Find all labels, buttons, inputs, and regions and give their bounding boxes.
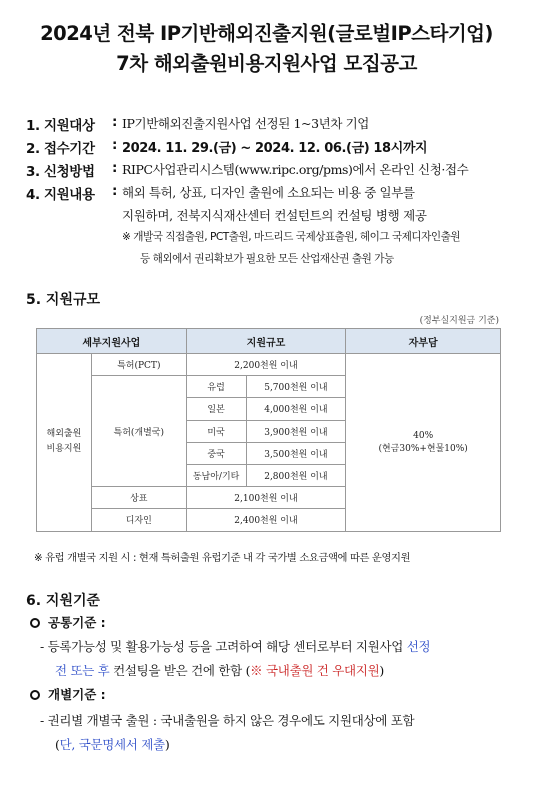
country-cell: 유럽 xyxy=(186,376,246,398)
national-label: 특허(개별국) xyxy=(91,376,186,487)
self-pay-detail: (현금30%+현물10%) xyxy=(378,443,468,454)
common-criteria-line-2: 전 또는 후 컨설팅을 받은 건에 한함 (※ 국내출원 건 우대지원) xyxy=(55,663,384,678)
design-amount: 2,400천원 이내 xyxy=(186,509,346,531)
circle-bullet-icon xyxy=(30,618,40,628)
item-content-note-1: ※ 개발국 직접출원, PCT출원, 마드리드 국제상표출원, 헤이그 국제디자인출원 xyxy=(122,231,461,243)
header-self-pay: 자부담 xyxy=(346,329,501,354)
item-value: 2024. 11. 29.(금) ~ 2024. 12. 06.(금) 18시까지 xyxy=(122,141,428,156)
item-value: IP기반해외진출지원사업 선정된 1~3년차 기업 xyxy=(122,116,369,131)
country-cell: 미국 xyxy=(186,420,246,442)
amount-cell: 2,800천원 이내 xyxy=(246,464,346,486)
item-period: 2. 접수기간 : 2024. 11. 29.(금) ~ 2024. 12. 06.(금) 18시까지 xyxy=(26,137,428,157)
item-label: 1. 지원대상 xyxy=(26,118,95,134)
country-cell: 중국 xyxy=(186,442,246,464)
header-program: 세부지원사업 xyxy=(37,329,187,354)
header-scale: 지원규모 xyxy=(186,329,346,354)
trademark-label: 상표 xyxy=(91,487,186,509)
title-line-2: 7차 해외출원비용지원사업 모집공고 xyxy=(116,52,417,75)
item-label: 2. 접수기간 xyxy=(26,141,95,157)
item-label: 4. 지원내용 xyxy=(26,187,95,203)
design-label: 디자인 xyxy=(91,509,186,531)
item-value: 해외 특허, 상표, 디자인 출원에 소요되는 비용 중 일부를 xyxy=(122,185,415,200)
common-criteria-heading: 공통기준 : xyxy=(30,613,106,631)
support-scale-table xyxy=(36,328,501,532)
amount-cell: 5,700천원 이내 xyxy=(246,376,346,398)
amount-cell: 4,000천원 이내 xyxy=(246,398,346,420)
section-5-heading: 5. 지원규모 xyxy=(26,292,101,308)
unit-label: (정부실지원금 기준) xyxy=(419,316,499,326)
item-value: RIPC사업관리시스템(www.ripc.org/pms)에서 온라인 신청·접수 xyxy=(122,162,469,177)
country-cell: 일본 xyxy=(186,398,246,420)
item-target: 1. 지원대상 : IP기반해외진출지원사업 선정된 1~3년차 기업 xyxy=(26,114,369,134)
self-pay-cell xyxy=(346,354,501,532)
table-note: ※ 유럽 개별국 지원 시 : 현재 특허출원 유럽기준 내 각 국가별 소요금액에 따른 운영지원 xyxy=(34,552,411,564)
title-line-1: 2024년 전북 IP기반해외진출지원(글로벌IP스타기업) xyxy=(40,22,493,45)
item-method: 3. 신청방법 : RIPC사업관리시스템(www.ripc.org/pms)에서 온라인 신청·접수 xyxy=(26,160,469,180)
section-6-heading: 6. 지원기준 xyxy=(26,593,101,609)
country-cell: 동남아/기타 xyxy=(186,464,246,486)
pct-amount: 2,200천원 이내 xyxy=(186,354,346,376)
individual-criteria-line-1: - 권리별 개별국 출원 : 국내출원을 하지 않은 경우에도 지원대상에 포함 xyxy=(40,713,415,728)
common-criteria-line-1: - 등록가능성 및 활용가능성 등을 고려하여 해당 센터로부터 지원사업 선정 xyxy=(40,639,431,654)
amount-cell: 3,900천원 이내 xyxy=(246,420,346,442)
amount-cell: 3,500천원 이내 xyxy=(246,442,346,464)
self-pay-rate: 40% xyxy=(413,430,434,441)
individual-criteria-heading: 개별기준 : xyxy=(30,685,106,703)
item-content: 4. 지원내용 : 해외 특허, 상표, 디자인 출원에 소요되는 비용 중 일부를 xyxy=(26,183,415,203)
individual-criteria-line-2: (단, 국문명세서 제출) xyxy=(55,737,170,752)
category-cell: 해외출원 비용지원 xyxy=(37,354,92,532)
item-content-line-2: 지원하며, 전북지식재산센터 컨설턴트의 컨설팅 병행 제공 xyxy=(122,208,427,223)
item-label: 3. 신청방법 xyxy=(26,164,95,180)
trademark-amount: 2,100천원 이내 xyxy=(186,487,346,509)
item-content-note-2: 등 해외에서 권리확보가 필요한 모든 산업재산권 출원 가능 xyxy=(140,253,394,265)
pct-label: 특허(PCT) xyxy=(91,354,186,376)
circle-bullet-icon xyxy=(30,690,40,700)
